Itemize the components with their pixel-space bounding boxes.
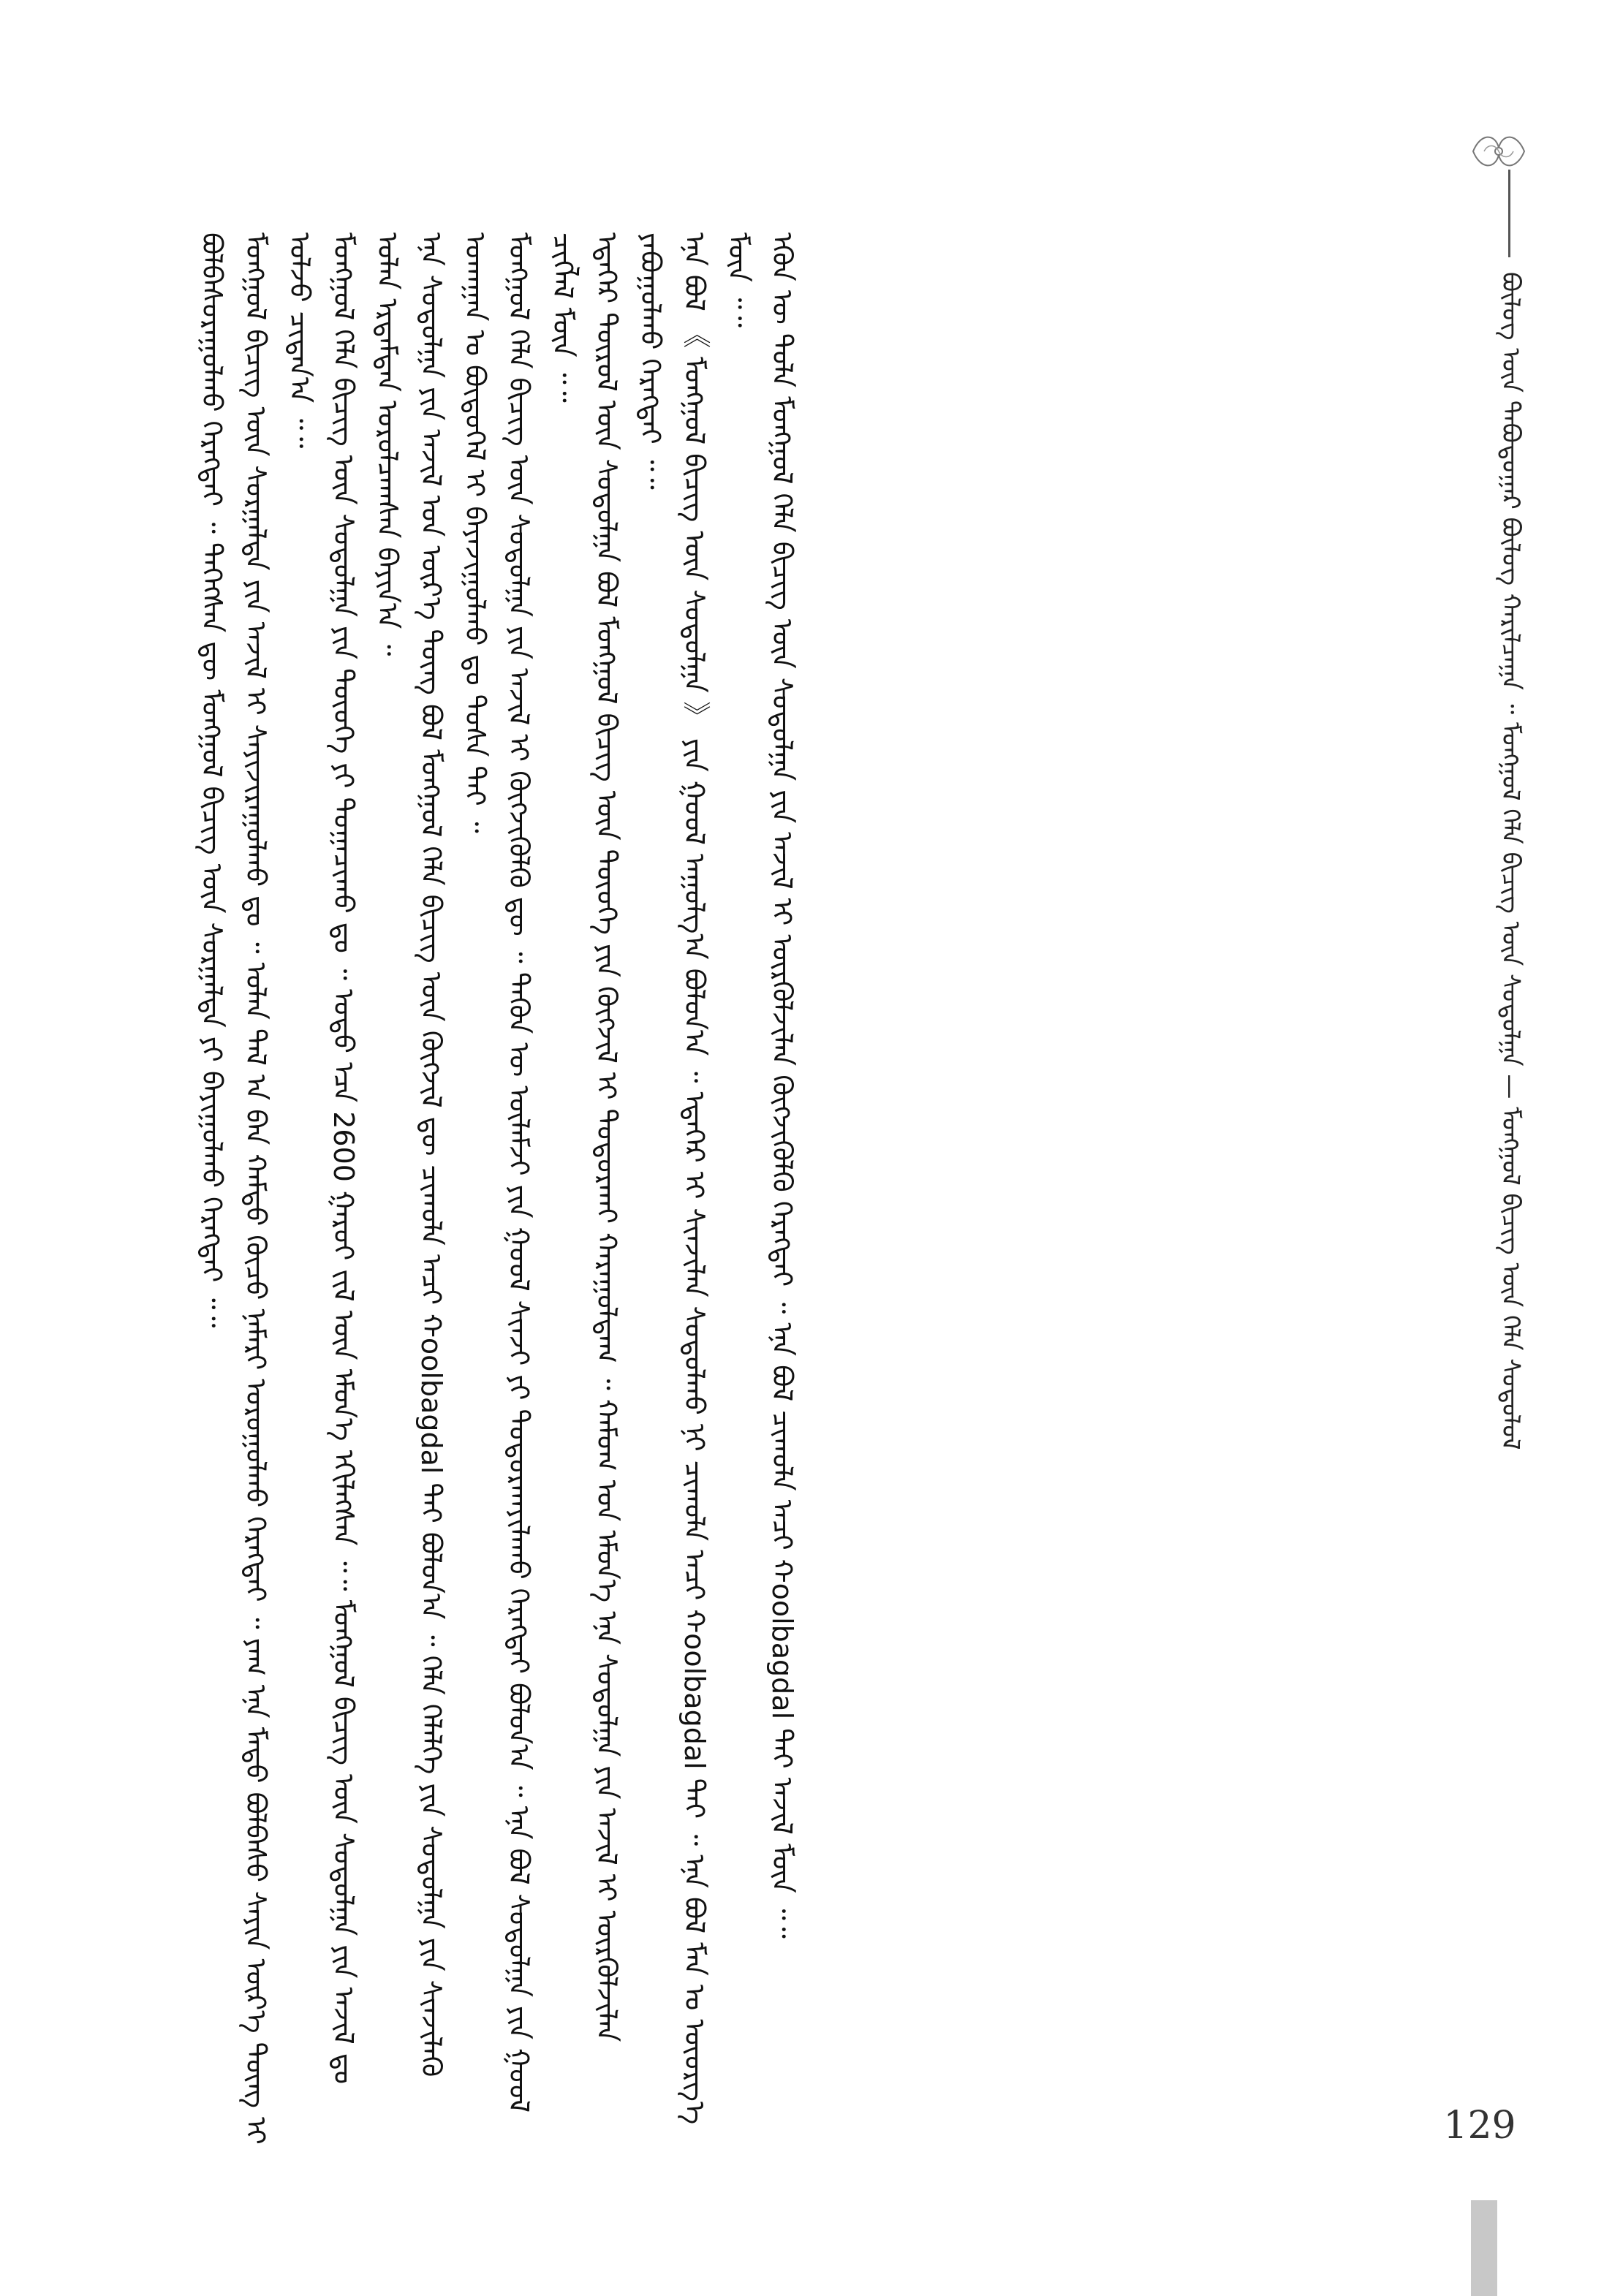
ornament-icon [1466,126,1532,177]
page-number: 129 [1443,2104,1516,2148]
paragraph: ᠡᠨᠡ ᠪᠣᠯ 《 ᠮᠣᠩᠭᠣᠯ ᠪᠢᠴᠢᠭ᠌ ᠦᠨ ᠰᠤᠳᠤᠯᠭᠠ 》 ᠶᠢᠨ ᠭᠣᠣᠯ ᠠᠭᠤᠯᠭ᠎ᠠ ᠪᠣᠯᠤᠨ᠎ᠠ ᠃ ᠡᠳᠡᠭᠡᠷ ᠢ ᠰᠢᠨᠵᠢᠯᠡᠨ ᠰᠤᠳᠤᠯᠬᠤ ᠨᠢ ᠴᠢᠬᠤᠯᠠ ᠠᠴᠢ ᠬoolbagdal ᠲᠠᠶ ᠃ ᠡᠨᠡ ᠪᠣᠯ ᠮᠠᠨ ᠤ ᠦᠦᠷᠭ᠎ᠡ ᠮᠥᠨ ᠃᠃ [678,232,754,2125]
paragraph: ᠮᠣᠩᠭᠣᠯ ᠪᠢᠴᠢᠭ᠌ ᠦᠨ ᠰᠤᠷᠭᠠᠯᠲᠠ ᠶᠢᠨ ᠠᠵᠢᠯ ᠢ ᠰᠠᠶᠢᠵᠢᠷᠠᠭᠤᠯᠬᠤ ᠳᠤ ᠃ ᠣᠯᠠᠨ ᠲᠠᠯ ᠠ ᠪᠠᠨ ᠬᠠᠮᠲᠤ ᠬᠦᠴᠦ ᠨᠡᠮᠡᠷᠢ ᠣᠷᠣᠭᠤᠯᠬᠤ ᠬᠡᠷᠡᠭᠲᠡᠢ ᠃ ᠶᠠᠭ ᠡᠨᠡ ᠮᠡᠲᠦ ᠪᠣᠯᠪᠠᠰᠤ ᠰᠠᠶᠢᠨ ᠦᠷ᠎ᠡ ᠳᠦᠩ ᠢ ᠣᠯᠵᠤ ᠴᠢᠳᠠᠨ᠎ᠠ ᠃᠃ [240,232,316,2145]
header-rule [1508,170,1510,257]
body-text [190,232,798,2148]
paragraph: ᠡᠨᠡ ᠰᠤᠳᠤᠯᠭᠠ ᠶᠢᠨ ᠠᠵᠢᠯ ᠤᠨ ᠦᠷ᠎ᠡ ᠳᠦᠩ ᠪᠣᠯ ᠮᠣᠩᠭᠣᠯ ᠬᠡᠯᠡ ᠪᠢᠴᠢᠭ᠌ ᠦᠨ ᠬᠥᠭᠵᠢᠯ ᠳᠦ ᠴᠢᠬᠤᠯᠠ ᠠᠴᠢ ᠬoolbagdal ᠲᠠᠶ ᠪᠣᠯᠤᠨ᠎ᠠ ᠃ ᠬᠡᠯᠡ ᠬᠡᠯᠡᠯᠭᠡ ᠶᠢᠨ ᠰᠤᠳᠤᠯᠭᠠ ᠶᠢᠨ ᠰᠢᠨᠵᠢᠯᠡᠬᠦ ᠤᠬᠠᠭᠠᠨ ᠤ ᠪᠦᠲᠦᠭᠡᠯ ᠢ ᠪᠠᠶᠠᠵᠢᠭᠤᠯᠬᠤ ᠳᠤ ᠲᠤᠰᠠ ᠲᠠᠶ ᠃ [415,232,491,2077]
running-header: ᠪᠦᠯᠦᠭ ᠎ᠦᠨ ᠲᠠᠪᠤᠳᠤᠭᠠᠷ ᠪᠦᠯᠦᠭ ᠬᠠᠷᠢᠯᠴᠠᠭᠠ ᠃ ᠮᠣᠩᠭᠣᠯ ᠬᠡᠯᠡ ᠪᠢᠴᠢᠭ᠌ ᠦᠨ ᠰᠤᠳᠤᠯᠭᠠ — ᠮᠣᠩᠭᠣᠯ ᠪᠢᠴᠢᠭ᠌ ᠦᠨ ᠬᠡᠯᠡ ᠰᠤᠳᠤᠯᠤᠯ [1496,272,1525,1450]
paragraph: ᠪᠣᠯᠪᠠᠰᠤᠷᠠᠭᠤᠯᠬᠤ ᠬᠡᠷᠡᠭᠲᠡᠢ ᠃ ᠲᠡᠭᠡᠭᠰᠡᠨ ᠳᠦ ᠮᠣᠩᠭᠣᠯ ᠪᠢᠴᠢᠭ᠌ ᠦᠨ ᠰᠤᠷᠭᠠᠯᠲᠠ ᠶᠢ ᠪᠠᠶᠢᠭᠤᠯᠬᠤ ᠬᠡᠷᠡᠭᠲᠡᠢ ᠃᠃ [196,232,228,1328]
paragraph: ᠮᠣᠩᠭᠣᠯ ᠬᠡᠯᠡ ᠪᠢᠴᠢᠭ᠌ ᠦᠨ ᠰᠤᠳᠤᠯᠭᠠ ᠶᠢᠨ ᠲᠦᠦᠬᠡ ᠶᠢ ᠲᠣᠭᠠᠴᠢᠬᠤ ᠳᠤ ᠃ ᠣᠳᠣ ᠡᠴᠡ 2600 ᠭᠠᠷᠤᠢ ᠵᠢᠯ ᠦᠨ ᠡᠮᠦᠨ᠎ᠡ ᠡᠬᠢᠯᠡᠭᠰᠡᠨ ᠃᠃ ᠮᠣᠩᠭᠣᠯ ᠪᠢᠴᠢᠭ᠌ ᠦᠨ ᠰᠤᠳᠤᠯᠭᠠ ᠶᠢᠨ ᠠᠵᠢᠯ ᠳᠤ ᠣᠯᠠᠨ ᠡᠷᠳᠡᠮᠲᠡᠨ ᠣᠷᠣᠯᠴᠠᠭᠰᠠᠨ ᠪᠠᠶᠢᠨ᠎ᠠ ᠃ [328,232,404,2085]
edge-tab [1471,2200,1497,2296]
paragraph: ᠡᠳᠡᠭᠡᠷ ᠲᠦᠷᠦᠯ ᠦᠨ ᠰᠤᠳᠤᠯᠭᠠ ᠪᠣᠯ ᠮᠣᠩᠭᠣᠯ ᠪᠢᠴᠢᠭ᠌ ᠦᠨ ᠲᠦᠦᠬᠡ ᠶᠢᠨ ᠬᠥᠭᠵᠢᠯ ᠢ ᠲᠣᠳᠣᠷᠬᠠᠢ ᠬᠠᠷᠠᠭᠤᠯᠳᠠᠭ ᠃ ᠬᠠᠮᠤᠭ ᠤᠨ ᠡᠮᠦᠨ᠎ᠡ ᠡᠨᠡ ᠰᠤᠳᠤᠯᠭᠠ ᠶᠢᠨ ᠠᠵᠢᠯ ᠢ ᠦᠷᠭᠦᠯᠵᠢᠯᠡᠨ ᠶᠠᠪᠤᠭᠤᠯᠬᠤ ᠬᠡᠷᠡᠭᠲᠡᠢ ᠃᠃ [591,232,667,2042]
paragraph: ᠮᠣᠩᠭᠣᠯ ᠬᠡᠯᠡ ᠪᠢᠴᠢᠭ᠌ ᠦᠨ ᠰᠤᠳᠤᠯᠭᠠ ᠶᠢᠨ ᠠᠵᠢᠯ ᠢ ᠬᠥᠭᠵᠢᠭᠦᠯᠬᠦ ᠳᠦ ᠃ ᠲᠡᠭᠦᠨ ᠦ ᠦᠯᠡᠮᠵᠢ ᠶᠢᠨ ᠭᠣᠣᠯ ᠰᠢᠨᠵᠢ ᠶᠢ ᠲᠣᠳᠣᠷᠬᠠᠶᠢᠯᠠᠬᠤ ᠬᠡᠷᠡᠭᠲᠡᠢ ᠪᠣᠯᠤᠨ᠎ᠠ ᠃ ᠡᠨᠡ ᠪᠣᠯ ᠰᠤᠳᠤᠯᠭᠠ ᠶᠢᠨ ᠭᠣᠣᠯ ᠴᠢᠭᠯᠡᠯ ᠮᠥᠨ ᠃᠃ [503,232,579,2113]
paragraph: ᠡᠭᠦᠨ ᠦ ᠲᠤᠯᠠ ᠮᠣᠩᠭᠣᠯ ᠬᠡᠯᠡ ᠪᠢᠴᠢᠭ᠌ ᠦᠨ ᠰᠤᠳᠤᠯᠭᠠ ᠶᠢᠨ ᠠᠵᠢᠯ ᠢ ᠦᠷᠭᠦᠯᠵᠢᠯᠡᠨ ᠬᠥᠭᠵᠢᠭᠦᠯᠬᠦ ᠬᠡᠷᠡᠭᠲᠡᠢ ᠃ ᠡᠨᠡ ᠪᠣᠯ ᠴᠢᠬᠤᠯᠠ ᠠᠴᠢ ᠬoolbagdal ᠲᠠᠶ ᠠᠵᠢᠯ ᠮᠥᠨ ᠃᠃ [766,232,798,1939]
